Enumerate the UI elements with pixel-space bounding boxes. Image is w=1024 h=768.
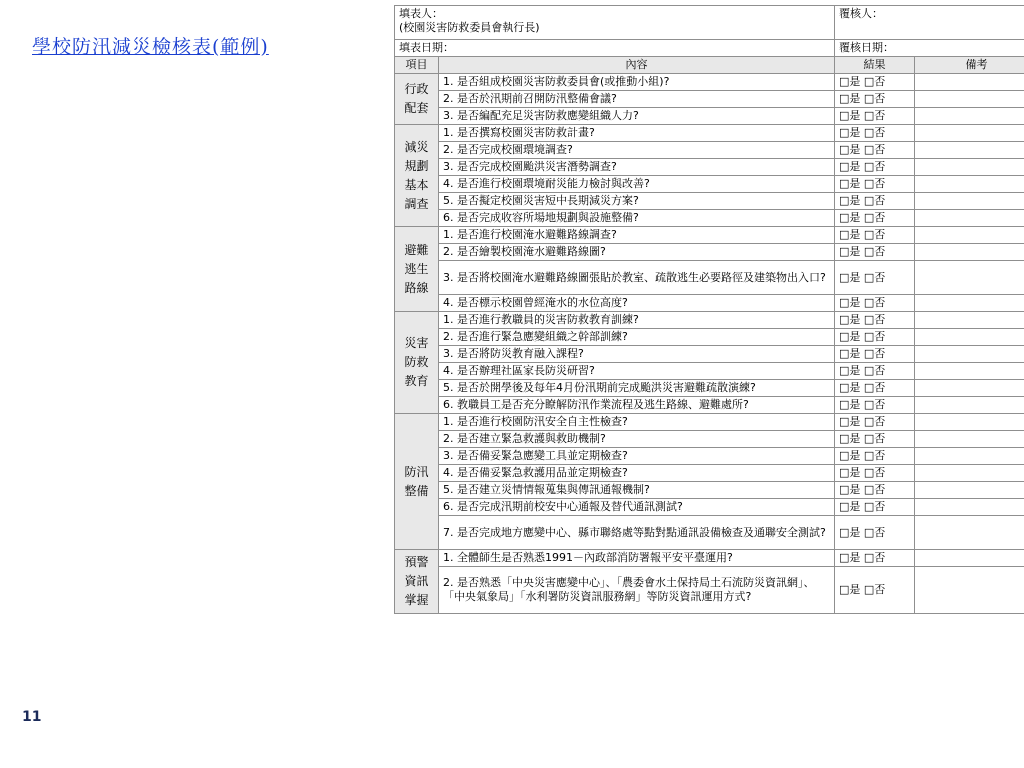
item-text: 2. 是否進行緊急應變組織之幹部訓練? — [439, 329, 835, 346]
table-row — [395, 125, 1024, 142]
section-label-evacuation-routes: 避難 逃生 路線 — [395, 227, 439, 312]
table-row — [395, 261, 1024, 295]
page-number: 11 — [22, 709, 42, 725]
section-label-mitigation-planning: 減災 規劃 基本 調查 — [395, 125, 439, 227]
table-row — [395, 159, 1024, 176]
result-checkbox[interactable]: □是 □否 — [835, 516, 915, 550]
result-checkbox[interactable]: □是 □否 — [835, 329, 915, 346]
remarks-cell[interactable] — [915, 397, 1024, 414]
table-row — [395, 482, 1024, 499]
remarks-cell[interactable] — [915, 431, 1024, 448]
table-row — [395, 210, 1024, 227]
item-text: 4. 是否備妥緊急救護用品並定期檢查? — [439, 465, 835, 482]
table-row — [395, 295, 1024, 312]
result-checkbox[interactable]: □是 □否 — [835, 448, 915, 465]
table-row — [395, 414, 1024, 431]
result-checkbox[interactable]: □是 □否 — [835, 261, 915, 295]
result-checkbox[interactable]: □是 □否 — [835, 465, 915, 482]
result-checkbox[interactable]: □是 □否 — [835, 125, 915, 142]
remarks-cell[interactable] — [915, 346, 1024, 363]
remarks-cell[interactable] — [915, 159, 1024, 176]
table-row — [395, 227, 1024, 244]
item-text: 3. 是否備妥緊急應變工具並定期檢查? — [439, 448, 835, 465]
result-checkbox[interactable]: □是 □否 — [835, 499, 915, 516]
result-checkbox[interactable]: □是 □否 — [835, 550, 915, 567]
item-text: 3. 是否將防災教育融入課程? — [439, 346, 835, 363]
section-label-administration: 行政 配套 — [395, 74, 439, 125]
remarks-cell[interactable] — [915, 329, 1024, 346]
column-header-result: 結果 — [835, 57, 915, 74]
remarks-cell[interactable] — [915, 142, 1024, 159]
remarks-cell[interactable] — [915, 465, 1024, 482]
result-checkbox[interactable]: □是 □否 — [835, 142, 915, 159]
remarks-cell[interactable] — [915, 125, 1024, 142]
remarks-cell[interactable] — [915, 363, 1024, 380]
filler-label: 填表人： — [399, 7, 443, 20]
table-row — [395, 567, 1024, 614]
table-row — [395, 142, 1024, 159]
table-row — [395, 499, 1024, 516]
item-text: 1. 是否撰寫校園災害防救計畫? — [439, 125, 835, 142]
item-text: 1. 是否進行校園淹水避難路線調查? — [439, 227, 835, 244]
table-row — [395, 516, 1024, 550]
reviewer-label: 覆核人： — [835, 6, 1024, 40]
fill-date-label: 填表日期： — [395, 40, 835, 57]
result-checkbox[interactable]: □是 □否 — [835, 363, 915, 380]
remarks-cell[interactable] — [915, 74, 1024, 91]
item-text: 6. 是否完成收容所場地規劃與設施整備? — [439, 210, 835, 227]
item-text: 4. 是否辦理社區家長防災研習? — [439, 363, 835, 380]
item-text: 5. 是否於開學後及每年4月份汛期前完成颱洪災害避難疏散演練? — [439, 380, 835, 397]
item-text: 2. 是否於汛期前召開防汛整備會議? — [439, 91, 835, 108]
item-text: 2. 是否繪製校園淹水避難路線圖? — [439, 244, 835, 261]
result-checkbox[interactable]: □是 □否 — [835, 567, 915, 614]
item-text: 7. 是否完成地方應變中心、縣市聯絡處等點對點通訊設備檢查及通聯安全測試? — [439, 516, 835, 550]
result-checkbox[interactable]: □是 □否 — [835, 193, 915, 210]
result-checkbox[interactable]: □是 □否 — [835, 159, 915, 176]
table-row — [395, 380, 1024, 397]
table-row — [395, 312, 1024, 329]
column-header-item: 項目 — [395, 57, 439, 74]
result-checkbox[interactable]: □是 □否 — [835, 414, 915, 431]
item-text: 5. 是否建立災情情報蒐集與傳訊通報機制? — [439, 482, 835, 499]
remarks-cell[interactable] — [915, 91, 1024, 108]
column-header-content: 內容 — [439, 57, 835, 74]
remarks-cell[interactable] — [915, 550, 1024, 567]
table-row — [395, 108, 1024, 125]
item-text: 4. 是否標示校園曾經淹水的水位高度? — [439, 295, 835, 312]
remarks-cell[interactable] — [915, 295, 1024, 312]
section-label-flood-preparedness: 防汛 整備 — [395, 414, 439, 550]
remarks-cell[interactable] — [915, 516, 1024, 550]
result-checkbox[interactable]: □是 □否 — [835, 210, 915, 227]
remarks-cell[interactable] — [915, 414, 1024, 431]
form-header-row-date — [395, 40, 1024, 57]
result-checkbox[interactable]: □是 □否 — [835, 108, 915, 125]
result-checkbox[interactable]: □是 □否 — [835, 312, 915, 329]
table-row — [395, 346, 1024, 363]
remarks-cell[interactable] — [915, 482, 1024, 499]
remarks-cell[interactable] — [915, 176, 1024, 193]
table-row — [395, 448, 1024, 465]
checklist-table — [394, 5, 1024, 614]
result-checkbox[interactable]: □是 □否 — [835, 227, 915, 244]
section-label-disaster-education: 災害 防救 教育 — [395, 312, 439, 414]
column-header-row — [395, 57, 1024, 74]
item-text: 2. 是否建立緊急救護與救助機制? — [439, 431, 835, 448]
table-row — [395, 176, 1024, 193]
table-row — [395, 363, 1024, 380]
document-title[interactable]: 學校防汛減災檢核表(範例) — [32, 36, 269, 58]
remarks-cell[interactable] — [915, 499, 1024, 516]
item-text: 4. 是否進行校園環境耐災能力檢討與改善? — [439, 176, 835, 193]
review-date-label: 覆核日期： — [835, 40, 1024, 57]
result-checkbox[interactable]: □是 □否 — [835, 74, 915, 91]
remarks-cell[interactable] — [915, 312, 1024, 329]
filler-note: (校園災害防救委員會執行長) — [399, 21, 540, 34]
result-checkbox[interactable]: □是 □否 — [835, 397, 915, 414]
remarks-cell[interactable] — [915, 261, 1024, 295]
item-text: 3. 是否編配充足災害防救應變組織人力? — [439, 108, 835, 125]
item-text: 1. 全體師生是否熟悉1991－內政部消防署報平安平臺運用? — [439, 550, 835, 567]
table-row — [395, 550, 1024, 567]
table-row — [395, 465, 1024, 482]
remarks-cell[interactable] — [915, 448, 1024, 465]
remarks-cell[interactable] — [915, 210, 1024, 227]
remarks-cell[interactable] — [915, 193, 1024, 210]
item-text: 3. 是否完成校園颱洪災害潛勢調查? — [439, 159, 835, 176]
remarks-cell[interactable] — [915, 567, 1024, 614]
result-checkbox[interactable]: □是 □否 — [835, 295, 915, 312]
table-row — [395, 397, 1024, 414]
section-label-early-warning: 預警 資訊 掌握 — [395, 550, 439, 614]
filler-cell — [395, 6, 835, 40]
item-text: 5. 是否擬定校園災害短中長期減災方案? — [439, 193, 835, 210]
item-text: 3. 是否將校園淹水避難路線圖張貼於教室、疏散逃生必要路徑及建築物出入口? — [439, 261, 835, 295]
result-checkbox[interactable]: □是 □否 — [835, 380, 915, 397]
result-checkbox[interactable]: □是 □否 — [835, 346, 915, 363]
item-text: 6. 是否完成汛期前校安中心通報及替代通訊測試? — [439, 499, 835, 516]
remarks-cell[interactable] — [915, 244, 1024, 261]
table-row — [395, 431, 1024, 448]
item-text: 1. 是否進行教職員的災害防救教育訓練? — [439, 312, 835, 329]
item-text: 2. 是否完成校園環境調查? — [439, 142, 835, 159]
column-header-remarks: 備考 — [915, 57, 1024, 74]
table-row — [395, 74, 1024, 91]
result-checkbox[interactable]: □是 □否 — [835, 244, 915, 261]
table-row — [395, 244, 1024, 261]
remarks-cell[interactable] — [915, 227, 1024, 244]
item-text: 1. 是否組成校園災害防救委員會(或推動小組)? — [439, 74, 835, 91]
item-text: 2. 是否熟悉「中央災害應變中心」、「農委會水土保持局土石流防災資訊網」、「中央氣象局」「水利署防災資訊服務網」等防災資訊運用方式? — [439, 567, 835, 614]
result-checkbox[interactable]: □是 □否 — [835, 176, 915, 193]
item-text: 6. 教職員工是否充分瞭解防汛作業流程及逃生路線、避難處所? — [439, 397, 835, 414]
result-checkbox[interactable]: □是 □否 — [835, 431, 915, 448]
result-checkbox[interactable]: □是 □否 — [835, 91, 915, 108]
form-header-row-filler — [395, 6, 1024, 40]
remarks-cell[interactable] — [915, 380, 1024, 397]
table-row — [395, 329, 1024, 346]
result-checkbox[interactable]: □是 □否 — [835, 482, 915, 499]
item-text: 1. 是否進行校園防汛安全自主性檢查? — [439, 414, 835, 431]
table-row — [395, 193, 1024, 210]
table-row — [395, 91, 1024, 108]
remarks-cell[interactable] — [915, 108, 1024, 125]
